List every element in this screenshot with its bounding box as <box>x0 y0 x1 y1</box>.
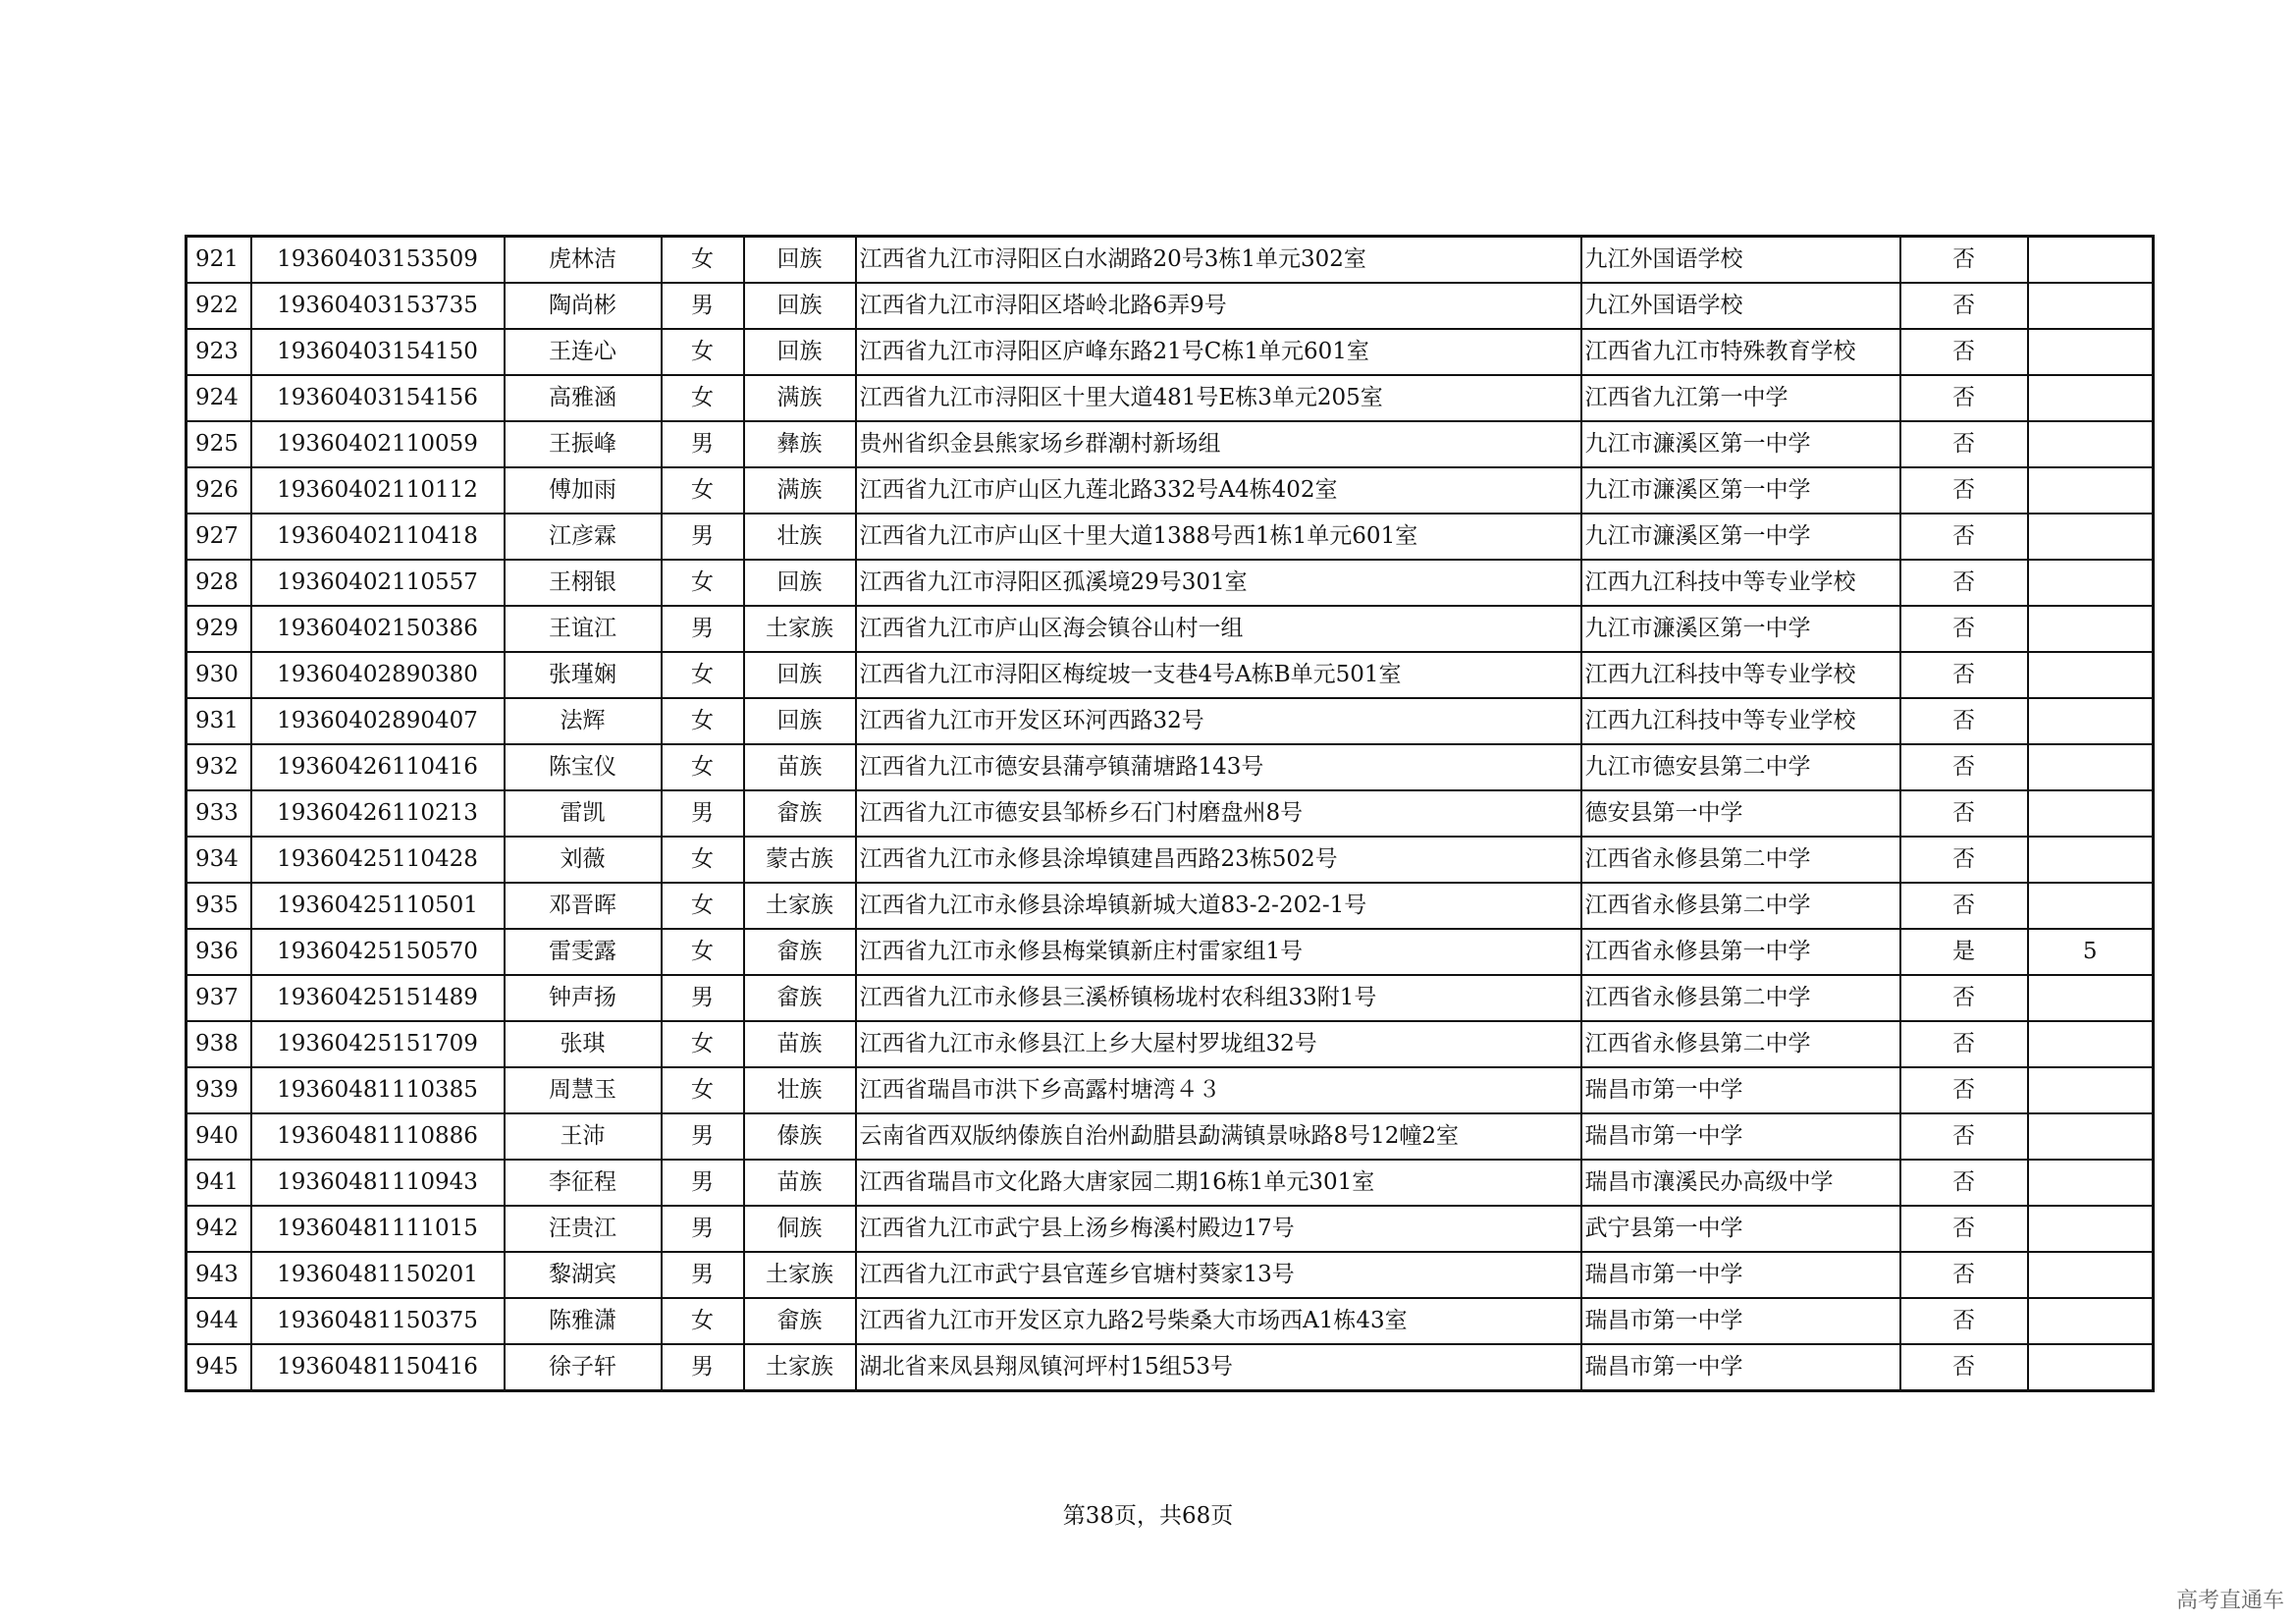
extra-value-cell <box>2028 1206 2154 1252</box>
ethnicity-cell: 回族 <box>744 560 856 606</box>
student-name-cell: 王连心 <box>505 329 662 375</box>
gender-cell: 女 <box>662 1298 744 1344</box>
address-cell: 江西省九江市庐山区九莲北路332号A4栋402室 <box>856 467 1581 514</box>
row-number-cell: 939 <box>187 1067 251 1113</box>
row-number-cell: 945 <box>187 1344 251 1391</box>
address-cell: 江西省瑞昌市文化路大唐家园二期16栋1单元301室 <box>856 1160 1581 1206</box>
flag-cell: 否 <box>1900 1206 2028 1252</box>
page-number: 第38页，共68页 <box>1062 1503 1234 1529</box>
table-row <box>187 1252 2154 1298</box>
address-cell: 江西省九江市开发区京九路2号柴桑大市场西A1栋43室 <box>856 1298 1581 1344</box>
table-row <box>187 1344 2154 1391</box>
table-row <box>187 329 2154 375</box>
extra-value-cell <box>2028 652 2154 698</box>
flag-cell: 否 <box>1900 421 2028 467</box>
school-cell: 江西省永修县第二中学 <box>1581 975 1900 1021</box>
address-cell: 江西省九江市永修县梅棠镇新庄村雷家组1号 <box>856 929 1581 975</box>
student-name-cell: 雷凯 <box>505 790 662 837</box>
student-name-cell: 王谊江 <box>505 606 662 652</box>
address-cell: 江西省九江市永修县江上乡大屋村罗垅组32号 <box>856 1021 1581 1067</box>
address-cell: 江西省九江市开发区环河西路32号 <box>856 698 1581 744</box>
address-cell: 江西省九江市永修县涂埠镇建昌西路23栋502号 <box>856 837 1581 883</box>
ethnicity-cell: 土家族 <box>744 883 856 929</box>
flag-cell: 否 <box>1900 883 2028 929</box>
student-name-cell: 傅加雨 <box>505 467 662 514</box>
extra-value-cell <box>2028 237 2154 284</box>
ethnicity-cell: 土家族 <box>744 606 856 652</box>
school-cell: 江西九江科技中等专业学校 <box>1581 698 1900 744</box>
student-name-cell: 法辉 <box>505 698 662 744</box>
ethnicity-cell: 回族 <box>744 237 856 284</box>
table-row <box>187 1021 2154 1067</box>
student-name-cell: 陈宝仪 <box>505 744 662 790</box>
ethnicity-cell: 回族 <box>744 698 856 744</box>
address-cell: 云南省西双版纳傣族自治州勐腊县勐满镇景咏路8号12幢2室 <box>856 1113 1581 1160</box>
row-number-cell: 936 <box>187 929 251 975</box>
table-row <box>187 283 2154 329</box>
exam-id-cell: 19360481150201 <box>251 1252 505 1298</box>
row-number-cell: 931 <box>187 698 251 744</box>
gender-cell: 女 <box>662 467 744 514</box>
address-cell: 江西省九江市浔阳区孤溪境29号301室 <box>856 560 1581 606</box>
flag-cell: 否 <box>1900 514 2028 560</box>
student-name-cell: 周慧玉 <box>505 1067 662 1113</box>
student-name-cell: 汪贵江 <box>505 1206 662 1252</box>
ethnicity-cell: 回族 <box>744 652 856 698</box>
ethnicity-cell: 彝族 <box>744 421 856 467</box>
address-cell: 江西省九江市庐山区海会镇谷山村一组 <box>856 606 1581 652</box>
table-row <box>187 652 2154 698</box>
gender-cell: 男 <box>662 1206 744 1252</box>
exam-id-cell: 19360426110213 <box>251 790 505 837</box>
ethnicity-cell: 苗族 <box>744 744 856 790</box>
flag-cell: 否 <box>1900 606 2028 652</box>
extra-value-cell <box>2028 975 2154 1021</box>
school-cell: 九江市濂溪区第一中学 <box>1581 421 1900 467</box>
gender-cell: 男 <box>662 283 744 329</box>
table-row <box>187 421 2154 467</box>
exam-id-cell: 19360481150416 <box>251 1344 505 1391</box>
gender-cell: 女 <box>662 1067 744 1113</box>
row-number-cell: 941 <box>187 1160 251 1206</box>
gender-cell: 男 <box>662 514 744 560</box>
flag-cell: 否 <box>1900 237 2028 284</box>
gender-cell: 女 <box>662 237 744 284</box>
gender-cell: 女 <box>662 375 744 421</box>
flag-cell: 否 <box>1900 560 2028 606</box>
row-number-cell: 933 <box>187 790 251 837</box>
address-cell: 江西省九江市德安县邹桥乡石门村磨盘州8号 <box>856 790 1581 837</box>
gender-cell: 女 <box>662 744 744 790</box>
gender-cell: 女 <box>662 652 744 698</box>
exam-id-cell: 19360426110416 <box>251 744 505 790</box>
gender-cell: 男 <box>662 1344 744 1391</box>
exam-id-cell: 19360481111015 <box>251 1206 505 1252</box>
student-name-cell: 黎湖宾 <box>505 1252 662 1298</box>
student-name-cell: 虎林洁 <box>505 237 662 284</box>
exam-id-cell: 19360402110112 <box>251 467 505 514</box>
table-row <box>187 790 2154 837</box>
address-cell: 江西省九江市浔阳区庐峰东路21号C栋1单元601室 <box>856 329 1581 375</box>
exam-id-cell: 19360403153735 <box>251 283 505 329</box>
flag-cell: 否 <box>1900 1021 2028 1067</box>
row-number-cell: 942 <box>187 1206 251 1252</box>
school-cell: 江西九江科技中等专业学校 <box>1581 560 1900 606</box>
student-name-cell: 王沛 <box>505 1113 662 1160</box>
ethnicity-cell: 畲族 <box>744 790 856 837</box>
flag-cell: 是 <box>1900 929 2028 975</box>
address-cell: 江西省九江市庐山区十里大道1388号西1栋1单元601室 <box>856 514 1581 560</box>
row-number-cell: 922 <box>187 283 251 329</box>
table-row <box>187 606 2154 652</box>
extra-value-cell <box>2028 837 2154 883</box>
ethnicity-cell: 苗族 <box>744 1021 856 1067</box>
student-name-cell: 陶尚彬 <box>505 283 662 329</box>
watermark-text: 高考直通车 <box>2175 1589 2284 1613</box>
extra-value-cell <box>2028 421 2154 467</box>
school-cell: 江西省永修县第二中学 <box>1581 1021 1900 1067</box>
ethnicity-cell: 侗族 <box>744 1206 856 1252</box>
ethnicity-cell: 畲族 <box>744 1298 856 1344</box>
school-cell: 九江市濂溪区第一中学 <box>1581 606 1900 652</box>
ethnicity-cell: 壮族 <box>744 1067 856 1113</box>
address-cell: 江西省九江市武宁县上汤乡梅溪村殿边17号 <box>856 1206 1581 1252</box>
school-cell: 江西省永修县第二中学 <box>1581 837 1900 883</box>
address-cell: 江西省九江市浔阳区塔岭北路6弄9号 <box>856 283 1581 329</box>
flag-cell: 否 <box>1900 975 2028 1021</box>
flag-cell: 否 <box>1900 1113 2028 1160</box>
exam-id-cell: 19360402150386 <box>251 606 505 652</box>
gender-cell: 女 <box>662 1021 744 1067</box>
ethnicity-cell: 回族 <box>744 329 856 375</box>
address-cell: 江西省九江市永修县涂埠镇新城大道83-2-202-1号 <box>856 883 1581 929</box>
gender-cell: 女 <box>662 929 744 975</box>
row-number-cell: 921 <box>187 237 251 284</box>
gender-cell: 男 <box>662 1113 744 1160</box>
school-cell: 江西省永修县第二中学 <box>1581 883 1900 929</box>
table-row <box>187 514 2154 560</box>
ethnicity-cell: 畲族 <box>744 975 856 1021</box>
exam-id-cell: 19360425110428 <box>251 837 505 883</box>
ethnicity-cell: 回族 <box>744 283 856 329</box>
school-cell: 九江外国语学校 <box>1581 283 1900 329</box>
ethnicity-cell: 满族 <box>744 467 856 514</box>
table-row <box>187 237 2154 284</box>
student-list-table <box>185 235 2155 1392</box>
exam-id-cell: 19360403153509 <box>251 237 505 284</box>
extra-value-cell <box>2028 1252 2154 1298</box>
ethnicity-cell: 畲族 <box>744 929 856 975</box>
flag-cell: 否 <box>1900 837 2028 883</box>
address-cell: 贵州省织金县熊家场乡群潮村新场组 <box>856 421 1581 467</box>
ethnicity-cell: 蒙古族 <box>744 837 856 883</box>
extra-value-cell <box>2028 1160 2154 1206</box>
extra-value-cell <box>2028 1344 2154 1391</box>
row-number-cell: 926 <box>187 467 251 514</box>
exam-id-cell: 19360481110385 <box>251 1067 505 1113</box>
table-row <box>187 1113 2154 1160</box>
school-cell: 武宁县第一中学 <box>1581 1206 1900 1252</box>
student-name-cell: 王栩银 <box>505 560 662 606</box>
table-row <box>187 1067 2154 1113</box>
student-name-cell: 高雅涵 <box>505 375 662 421</box>
exam-id-cell: 19360402890407 <box>251 698 505 744</box>
ethnicity-cell: 壮族 <box>744 514 856 560</box>
flag-cell: 否 <box>1900 1344 2028 1391</box>
address-cell: 江西省九江市德安县蒲亭镇蒲塘路143号 <box>856 744 1581 790</box>
table-row <box>187 560 2154 606</box>
table-row <box>187 744 2154 790</box>
exam-id-cell: 19360403154156 <box>251 375 505 421</box>
flag-cell: 否 <box>1900 744 2028 790</box>
row-number-cell: 925 <box>187 421 251 467</box>
address-cell: 江西省九江市永修县三溪桥镇杨垅村农科组33附1号 <box>856 975 1581 1021</box>
address-cell: 江西省瑞昌市洪下乡高露村塘湾４３ <box>856 1067 1581 1113</box>
table-row <box>187 1206 2154 1252</box>
exam-id-cell: 19360402890380 <box>251 652 505 698</box>
table-row <box>187 883 2154 929</box>
gender-cell: 女 <box>662 698 744 744</box>
row-number-cell: 934 <box>187 837 251 883</box>
exam-id-cell: 19360481110886 <box>251 1113 505 1160</box>
student-name-cell: 陈雅潇 <box>505 1298 662 1344</box>
extra-value-cell <box>2028 1067 2154 1113</box>
school-cell: 瑞昌市瀼溪民办高级中学 <box>1581 1160 1900 1206</box>
flag-cell: 否 <box>1900 329 2028 375</box>
flag-cell: 否 <box>1900 1160 2028 1206</box>
flag-cell: 否 <box>1900 790 2028 837</box>
row-number-cell: 938 <box>187 1021 251 1067</box>
table-row <box>187 698 2154 744</box>
flag-cell: 否 <box>1900 1252 2028 1298</box>
flag-cell: 否 <box>1900 1298 2028 1344</box>
row-number-cell: 923 <box>187 329 251 375</box>
gender-cell: 男 <box>662 975 744 1021</box>
exam-id-cell: 19360425151489 <box>251 975 505 1021</box>
ethnicity-cell: 傣族 <box>744 1113 856 1160</box>
extra-value-cell <box>2028 329 2154 375</box>
student-name-cell: 张琪 <box>505 1021 662 1067</box>
extra-value-cell <box>2028 375 2154 421</box>
gender-cell: 男 <box>662 1252 744 1298</box>
school-cell: 江西九江科技中等专业学校 <box>1581 652 1900 698</box>
extra-value-cell <box>2028 698 2154 744</box>
table-row <box>187 837 2154 883</box>
table-row <box>187 467 2154 514</box>
extra-value-cell <box>2028 283 2154 329</box>
table-row <box>187 929 2154 975</box>
gender-cell: 男 <box>662 1160 744 1206</box>
school-cell: 瑞昌市第一中学 <box>1581 1298 1900 1344</box>
student-name-cell: 张瑾娴 <box>505 652 662 698</box>
address-cell: 江西省九江市浔阳区梅绽坡一支巷4号A栋B单元501室 <box>856 652 1581 698</box>
gender-cell: 女 <box>662 837 744 883</box>
student-name-cell: 王振峰 <box>505 421 662 467</box>
row-number-cell: 924 <box>187 375 251 421</box>
student-name-cell: 徐子轩 <box>505 1344 662 1391</box>
address-cell: 湖北省来凤县翔凤镇河坪村15组53号 <box>856 1344 1581 1391</box>
school-cell: 江西省九江第一中学 <box>1581 375 1900 421</box>
gender-cell: 女 <box>662 329 744 375</box>
school-cell: 九江外国语学校 <box>1581 237 1900 284</box>
ethnicity-cell: 苗族 <box>744 1160 856 1206</box>
school-cell: 江西省永修县第一中学 <box>1581 929 1900 975</box>
flag-cell: 否 <box>1900 283 2028 329</box>
gender-cell: 男 <box>662 790 744 837</box>
student-name-cell: 刘薇 <box>505 837 662 883</box>
address-cell: 江西省九江市浔阳区白水湖路20号3栋1单元302室 <box>856 237 1581 284</box>
gender-cell: 男 <box>662 421 744 467</box>
ethnicity-cell: 土家族 <box>744 1344 856 1391</box>
extra-value-cell: 5 <box>2028 929 2154 975</box>
row-number-cell: 943 <box>187 1252 251 1298</box>
flag-cell: 否 <box>1900 375 2028 421</box>
row-number-cell: 930 <box>187 652 251 698</box>
extra-value-cell <box>2028 1298 2154 1344</box>
ethnicity-cell: 满族 <box>744 375 856 421</box>
exam-id-cell: 19360402110418 <box>251 514 505 560</box>
gender-cell: 女 <box>662 560 744 606</box>
flag-cell: 否 <box>1900 467 2028 514</box>
row-number-cell: 940 <box>187 1113 251 1160</box>
extra-value-cell <box>2028 514 2154 560</box>
extra-value-cell <box>2028 1113 2154 1160</box>
student-name-cell: 雷雯露 <box>505 929 662 975</box>
address-cell: 江西省九江市武宁县官莲乡官塘村葵家13号 <box>856 1252 1581 1298</box>
table-body <box>187 237 2154 1391</box>
student-name-cell: 钟声扬 <box>505 975 662 1021</box>
school-cell: 九江市德安县第二中学 <box>1581 744 1900 790</box>
extra-value-cell <box>2028 560 2154 606</box>
student-name-cell: 邓晋晖 <box>505 883 662 929</box>
row-number-cell: 932 <box>187 744 251 790</box>
school-cell: 九江市濂溪区第一中学 <box>1581 514 1900 560</box>
school-cell: 德安县第一中学 <box>1581 790 1900 837</box>
exam-id-cell: 19360402110557 <box>251 560 505 606</box>
table-row <box>187 1160 2154 1206</box>
row-number-cell: 937 <box>187 975 251 1021</box>
flag-cell: 否 <box>1900 698 2028 744</box>
table-row <box>187 375 2154 421</box>
row-number-cell: 929 <box>187 606 251 652</box>
row-number-cell: 935 <box>187 883 251 929</box>
school-cell: 瑞昌市第一中学 <box>1581 1113 1900 1160</box>
table-row <box>187 1298 2154 1344</box>
school-cell: 瑞昌市第一中学 <box>1581 1344 1900 1391</box>
gender-cell: 女 <box>662 883 744 929</box>
address-cell: 江西省九江市浔阳区十里大道481号E栋3单元205室 <box>856 375 1581 421</box>
exam-id-cell: 19360402110059 <box>251 421 505 467</box>
extra-value-cell <box>2028 790 2154 837</box>
extra-value-cell <box>2028 467 2154 514</box>
school-cell: 九江市濂溪区第一中学 <box>1581 467 1900 514</box>
gender-cell: 男 <box>662 606 744 652</box>
exam-id-cell: 19360425151709 <box>251 1021 505 1067</box>
school-cell: 瑞昌市第一中学 <box>1581 1252 1900 1298</box>
row-number-cell: 928 <box>187 560 251 606</box>
exam-id-cell: 19360481110943 <box>251 1160 505 1206</box>
exam-id-cell: 19360481150375 <box>251 1298 505 1344</box>
extra-value-cell <box>2028 1021 2154 1067</box>
student-name-cell: 江彦霖 <box>505 514 662 560</box>
extra-value-cell <box>2028 606 2154 652</box>
row-number-cell: 944 <box>187 1298 251 1344</box>
school-cell: 瑞昌市第一中学 <box>1581 1067 1900 1113</box>
exam-id-cell: 19360425110501 <box>251 883 505 929</box>
exam-id-cell: 19360403154150 <box>251 329 505 375</box>
table-row <box>187 975 2154 1021</box>
extra-value-cell <box>2028 744 2154 790</box>
flag-cell: 否 <box>1900 652 2028 698</box>
exam-id-cell: 19360425150570 <box>251 929 505 975</box>
ethnicity-cell: 土家族 <box>744 1252 856 1298</box>
extra-value-cell <box>2028 883 2154 929</box>
row-number-cell: 927 <box>187 514 251 560</box>
flag-cell: 否 <box>1900 1067 2028 1113</box>
student-name-cell: 李征程 <box>505 1160 662 1206</box>
school-cell: 江西省九江市特殊教育学校 <box>1581 329 1900 375</box>
